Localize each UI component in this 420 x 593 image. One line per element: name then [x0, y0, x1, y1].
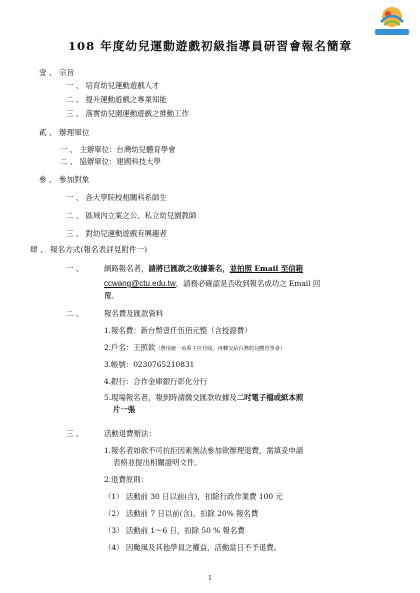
account-number: 3.帳號：0230765210831: [104, 360, 195, 369]
receipt-signature-instruction: 請將已匯款之收據簽名，: [148, 264, 230, 273]
section-2-heading: 貳 、 辦理單位: [39, 128, 90, 137]
refund-rule-item: （3） 活動前 1～6 日，扣除 50 % 報名費: [104, 526, 245, 535]
list-label: 二 、: [66, 309, 84, 318]
page-number: 1: [208, 575, 212, 582]
contact-email-link[interactable]: ccwang@ctu.edu.tw: [104, 279, 176, 288]
list-item: 三 、 落實幼兒園運動遊戲之推動工作: [66, 109, 189, 118]
photo-requirement: 二吋電子檔或紙本照: [236, 393, 304, 402]
photo-email-instruction: 並拍照 Email 至信箱: [229, 264, 304, 273]
online-registration-line-3: 覆。: [104, 291, 119, 300]
email-confirmation-text: ，請務必確認是否收到報名成功之 Email 回: [175, 279, 321, 288]
fee-section-heading: 報名費及匯款資料: [104, 309, 164, 318]
refund-rule-1-line-1: 1.報名者如欲不可抗拒因素無法參加欲辦理退費，需填妥申請: [104, 446, 304, 455]
list-item: 一 、 主辦單位：台灣幼兒體育學會: [60, 145, 176, 154]
account-name: [104, 344, 285, 353]
refund-rule-1-line-2: 表格並提出相關證明文件。: [113, 458, 202, 467]
list-item: 二 、 區域內立案之公、私立幼兒園教師: [66, 211, 197, 220]
onsite-registration-line-1: [104, 394, 303, 403]
online-registration-text: 網路報名者，: [104, 264, 149, 273]
list-item: 二 、 協辦單位：建國科技大學: [60, 157, 161, 166]
list-label: 一 、: [66, 264, 84, 273]
refund-rule-item: （4） 因颱風及其他學員之權益，活動當日不予退費。: [104, 543, 282, 552]
bank-name: 4.銀行：合作金庫銀行彰化分行: [104, 377, 208, 386]
refund-rule-item: （2） 活動前 7 日以前(含)，扣除 20% 報名費: [104, 509, 259, 518]
list-item: 三 、 對幼兒運動遊戲有興趣者: [66, 229, 167, 238]
onsite-registration-text: 5.現場報名者，報到時請繳交匯款收據及: [104, 393, 237, 402]
section-3-heading: 參 、 參加對象: [39, 175, 90, 184]
refund-section-heading: 活動退費辦法：: [104, 429, 156, 438]
fee-amount: 1.報名費：新台幣壹仟伍佰元整（含授證費）: [104, 326, 252, 335]
section-4-heading: 肆 、 報名方式(報名表詳見附件一): [30, 245, 148, 254]
list-item: 一 、 各大學院校相關科系師生: [66, 193, 167, 202]
refund-principles-heading: 2.退費原則：: [104, 475, 149, 484]
page-title: 108 年度幼兒運動遊戲初級指導員研習會報名簡章: [67, 39, 353, 53]
list-item: 一 、 培育幼兒運動遊戲人才: [66, 81, 160, 90]
list-item: 二 、 提升運動遊戲之專業知能: [66, 95, 167, 104]
online-registration-line-1: [104, 265, 303, 274]
list-label: 三 、: [66, 429, 84, 438]
online-registration-line-2: [104, 279, 320, 289]
onsite-registration-line-2: 片一張: [113, 405, 136, 414]
account-name-note: （費用統一由系主任代收，再轉交給台灣幼兒體育學會）: [155, 346, 286, 352]
account-name-text: 2.戶名：王照欽: [104, 343, 156, 352]
refund-rule-item: （1） 活動前 30 日以前(含)，扣除行政作業費 100 元: [104, 492, 283, 501]
organization-logo: [372, 4, 412, 38]
section-1-heading: 壹 、 宗旨: [39, 68, 75, 77]
